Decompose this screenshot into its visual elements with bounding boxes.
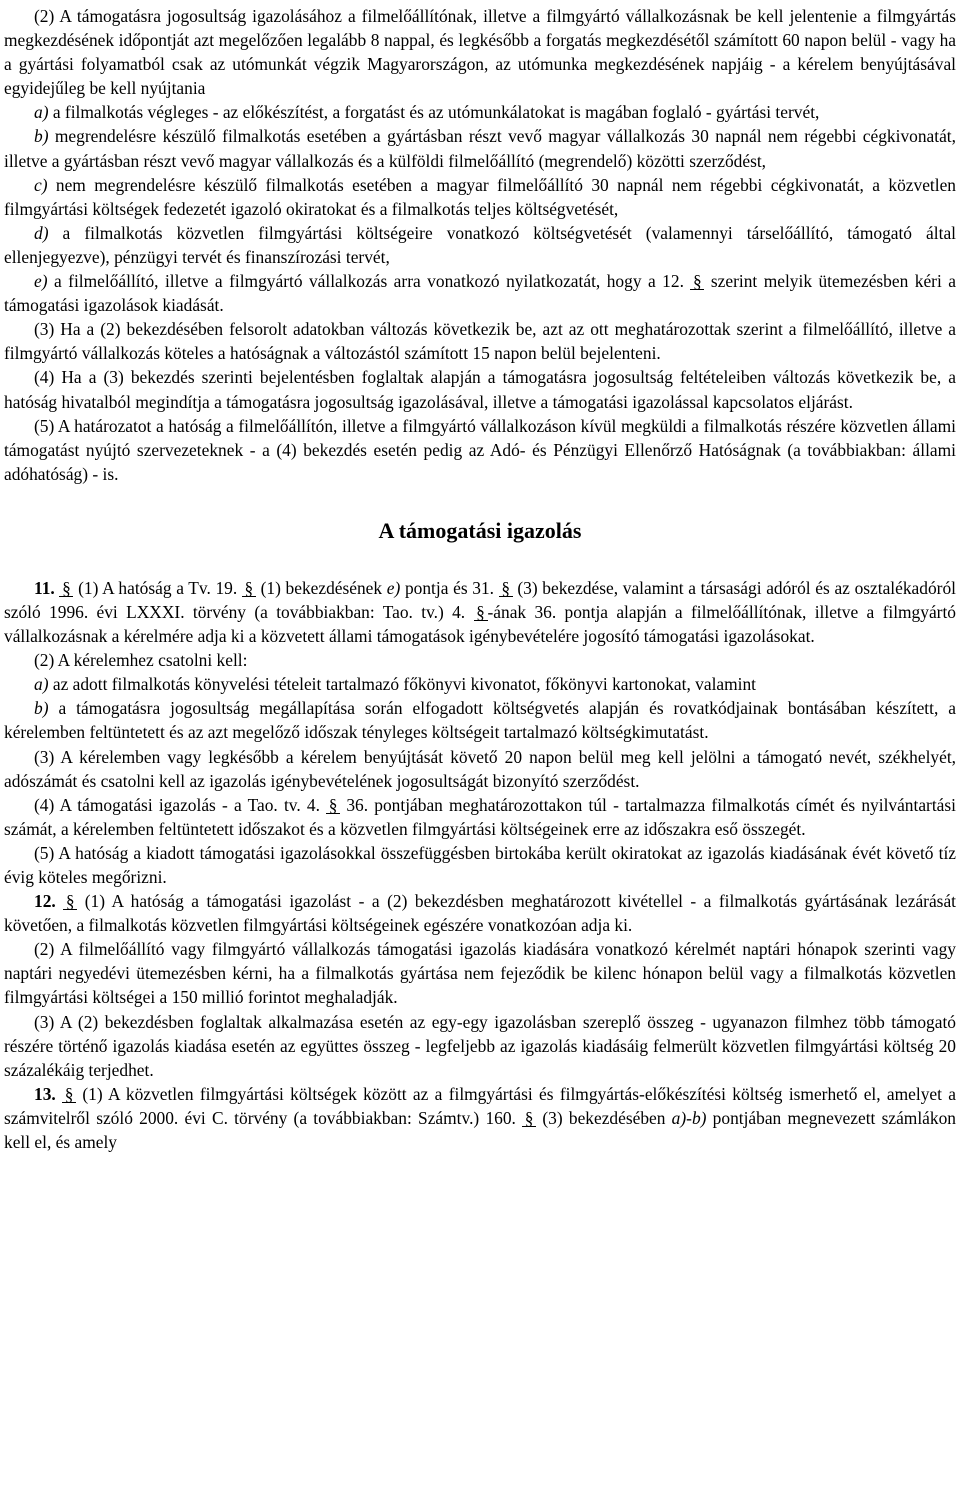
section-sign: §: [474, 604, 488, 621]
paragraph: [4, 576, 956, 648]
list-marker: e): [34, 271, 48, 292]
paragraph: [4, 221, 956, 269]
section-sign: §: [690, 273, 704, 290]
paragraph-text: pontjában megnevezett számlákon kell el, és amely: [4, 1107, 956, 1153]
paragraph-text: a filmalkotás közvetlen filmgyártási költségeire vonatkozó költségvetését (valamennyi társelőállító, támogató által ellenjegyezve), pénzügyi tervét és finanszírozási tervét,: [4, 222, 956, 267]
paragraph-text: -ának 36. pontja alapján a filmelőállítónak, illetve a filmgyártó vállalkozásnak a kérelmére adja ki a közvetett állami támogatások igénybevételére jogosító támogatási igazolásokat.: [4, 601, 956, 647]
paragraph-text: (1) A hatóság a támogatási igazolást - a (2) bekezdésben meghatározott kivétellel - a filmalkotás gyártásának lezárását követően, a filmalkotás közvetlen filmgyártási költségeinek egészére vonatkozóan adja ki.: [4, 891, 956, 936]
paragraph: [4, 414, 956, 486]
paragraph: [4, 841, 956, 889]
paragraph: [4, 793, 956, 841]
paragraph: [4, 124, 956, 172]
paragraph: [4, 4, 956, 100]
paragraph-text: nem megrendelésre készülő filmalkotás esetében a magyar filmelőállító 30 napnál nem régebbi cégkivonatát, a közvetlen filmgyártási költségek fedezetét igazoló okiratokat és a filmalkotás teljes költségvetését,: [4, 174, 956, 219]
section-number: 12.: [34, 891, 56, 912]
section-sign: §: [59, 580, 73, 597]
paragraph-text: (1) A hatóság a Tv. 19.: [73, 577, 242, 598]
paragraph: [4, 1010, 956, 1082]
paragraph: [4, 889, 956, 937]
paragraph: [4, 173, 956, 221]
paragraph-text: megrendelésre készülő filmalkotás esetében a gyártásban részt vevő magyar vállalkozás 30 napnál nem régebbi cégkivonatát, illetve a gyártásban részt vevő magyar vállalkozás és a külföldi filmelőállító (megrendelő) közötti szerződést,: [4, 126, 956, 171]
paragraph: [4, 937, 956, 1009]
section-sign: §: [499, 580, 513, 597]
section-sign: §: [522, 1110, 536, 1127]
paragraph-text: a filmelőállító, illetve a filmgyártó vállalkozás arra vonatkozó nyilatkozatát, hogy a 12.: [47, 271, 691, 292]
list-marker: b): [34, 698, 49, 719]
list-marker: d): [34, 222, 49, 243]
list-marker: e): [386, 577, 401, 598]
list-marker: b): [34, 126, 49, 147]
section-sign: §: [242, 580, 256, 597]
paragraph: [4, 100, 956, 124]
paragraph-text: (2) A kérelemhez csatolni kell:: [34, 650, 248, 671]
paragraph-text: az adott filmalkotás könyvelési tételeit tartalmazó főkönyvi kivonatot, főkönyvi kartonokat, valamint: [48, 674, 757, 695]
paragraph-text: a támogatásra jogosultság megállapítása során elfogadott költségvetés alapján és rovatkódjainak bontásában készített, a kérelemben feltüntetett és az azt megelőző időszak tényleges költségeit tartalmazó költségkimutatást.: [4, 698, 956, 743]
section-number: 11.: [34, 577, 55, 598]
section-heading: A támogatási igazolás: [378, 517, 582, 543]
paragraph: [4, 1082, 956, 1154]
paragraph-text: (1) A közvetlen filmgyártási költségek között az a filmgyártási és filmgyártás-előkészítési költség ismerhető el, amelyet a számvitelről szóló 2000. évi C. törvény (a továbbiakban: Számtv.) 160.: [4, 1083, 956, 1128]
section-paragraphs-after: [4, 576, 956, 1154]
section-sign: §: [326, 797, 340, 814]
list-marker: a): [34, 102, 49, 123]
paragraph-text: szerint melyik ütemezésben kéri a támogatási igazolások kiadását.: [4, 271, 956, 316]
list-marker: c): [34, 174, 48, 195]
paragraph: [4, 269, 956, 317]
paragraph-text: (1) bekezdésének: [255, 577, 387, 598]
paragraph-text: pontja és 31.: [400, 577, 499, 598]
section-sign: §: [62, 1086, 76, 1103]
paragraph: [4, 745, 956, 793]
paragraph: [4, 317, 956, 365]
section-paragraphs-before: [4, 4, 956, 486]
paragraph-text: (4) A támogatási igazolás - a Tao. tv. 4.: [34, 794, 327, 815]
paragraph-text: (2) A támogatásra jogosultság igazolásához a filmelőállítónak, illetve a filmgyártó vállalkozásnak be kell jelentenie a filmgyártás megkezdésének időpontját azt megelőzően legalább 8 nappal, és legkésőbb a forgatás megkezdésétől számított 60 napon belül - vagy ha a gyártási folyamatból csak az utómunkát végzik Magyarországon, az utómunka megkezdésének napjáig - a kérelem benyújtásával egyidejűleg be kell nyújtania: [4, 6, 956, 99]
paragraph-text: (3) bekezdésében: [536, 1107, 672, 1128]
section-sign: §: [63, 893, 77, 910]
section-number: 13.: [34, 1083, 56, 1104]
paragraph: [4, 648, 956, 672]
paragraph-text: (2) A filmelőállító vagy filmgyártó vállalkozás támogatási igazolás kiadására vonatkozó kérelmét naptári hónapok szerinti vagy naptári negyedévi ütemezésben kérni, ha a filmalkotás gyártása nem fejeződik be kilenc hónapon belül vagy a filmalkotás közvetlen filmgyártási költségei a 150 millió forintot meghaladják.: [4, 939, 956, 1008]
list-marker: a): [34, 674, 49, 695]
list-marker: a)-b): [671, 1107, 707, 1128]
paragraph: [4, 696, 956, 744]
paragraph-text: (5) A hatóság a kiadott támogatási igazolásokkal összefüggésben birtokába került okiratokat az igazolás kiadásának évét követő tíz évig köteles megőrizni.: [4, 842, 956, 887]
paragraph: [4, 672, 956, 696]
paragraph-text: (3) A kérelemben vagy legkésőbb a kérelem benyújtását követő 20 napon belül meg kell jelölni a támogató nevét, székhelyét, adószámát és csatolni kell az igazolás igénybevételének jogosultságát bizonyító szerződést.: [4, 746, 956, 791]
paragraph-text: a filmalkotás végleges - az előkészítést, a forgatást és az utómunkálatokat is magában foglaló - gyártási tervét,: [48, 102, 820, 123]
paragraph-text: (3) bekezdése, valamint a társasági adóról és az osztalékadóról szóló 1996. évi LXXXI. törvény (a továbbiakban: Tao. tv.) 4.: [4, 577, 956, 622]
paragraph-text: (4) Ha a (3) bekezdés szerinti bejelentésben foglaltak alapján a támogatásra jogosultság feltételeiben változás következik be, a hatóság hivatalból megindítja a támogatásra jogosultság igazolásával, illetve a támogatási igazolással kapcsolatos eljárást.: [4, 367, 956, 412]
paragraph-text: (3) Ha a (2) bekezdésében felsorolt adatokban változás következik be, azt az ott meghatározottak szerint a filmelőállító, illetve a filmgyártó vállalkozás köteles a hatóságnak a változástól számított 15 napon belül bejelenteni.: [4, 319, 956, 364]
paragraph-text: (5) A határozatot a hatóság a filmelőállítón, illetve a filmgyártó vállalkozáson kívül megküldi a filmalkotás részére közvetlen állami támogatást nyújtó szervezeteknek - a (4) bekezdés esetén pedig az Adó- és Pénzügyi Ellenőrző Hatóságnak (a továbbiakban: állami adóhatóság) - is.: [4, 415, 956, 484]
paragraph-text: (3) A (2) bekezdésben foglaltak alkalmazása esetén az egy-egy igazolásban szereplő összeg - ugyanazon filmhez több támogató részére történő igazolás kiadása esetén az együttes összeg - legfeljebb az igazolás kiadásáig felmerült közvetlen filmgyártási költség 20 százalékáig terjedhet.: [4, 1011, 956, 1080]
paragraph-text: [56, 891, 64, 911]
paragraph-text: 36. pontjában meghatározottakon túl - tartalmazza filmalkotás címét és nyilvántartási számát, a kérelemben feltüntetett időszakot és a közvetlen filmgyártási költségeinek erre az időszakra eső összegét.: [4, 794, 956, 839]
paragraph: [4, 365, 956, 413]
